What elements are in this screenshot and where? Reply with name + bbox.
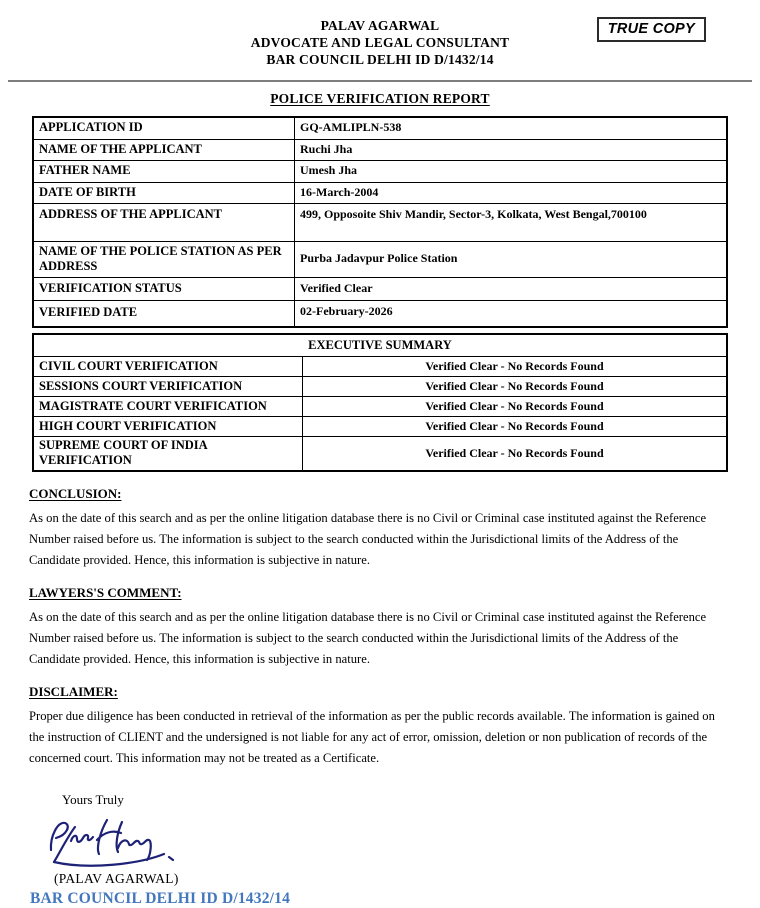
row-value: 16-March-2004	[295, 182, 728, 203]
table-row	[33, 357, 727, 377]
table-row	[33, 139, 727, 160]
table-row	[33, 117, 727, 139]
bar-council-id-line: BAR COUNCIL DELHI ID D/1432/14	[30, 890, 291, 907]
row-value: 02-February-2026	[295, 300, 728, 327]
row-value: GQ-AMLIPLN-538	[295, 117, 728, 139]
row-value: Purba Jadavpur Police Station	[295, 241, 728, 277]
disclaimer-body: Proper due diligence has been conducted in retrieval of the information as per the public records available. The information is gained on the instruction of CLIENT and the undersigned is not liable for any act of error, omission, deletion or non publication of records of the concerned court. This information may not be treated as a Certificate.	[29, 709, 715, 765]
header-divider	[8, 80, 752, 82]
true-copy-label: TRUE COPY	[607, 21, 695, 37]
lawyers-comment-body: As on the date of this search and as per the online litigation database there is no Civil or Criminal case instituted against the Reference Number raised before us. The information is subject to the search conducted within the Jurisdictional limits of the Address of the Candidate provided. Hence, this information is subjective in nature.	[29, 610, 707, 666]
row-label: NAME OF THE APPLICANT	[33, 139, 295, 160]
letterhead-bar-council-id: BAR COUNCIL DELHI ID D/1432/14	[266, 52, 494, 67]
executive-summary-table	[32, 333, 728, 472]
disclaimer-heading: DISCLAIMER:	[29, 684, 118, 699]
row-label: ADDRESS OF THE APPLICANT	[33, 203, 295, 241]
table-row	[33, 417, 727, 437]
row-label: VERIFICATION STATUS	[33, 277, 295, 300]
row-value: Umesh Jha	[295, 160, 728, 182]
table-row	[33, 277, 727, 300]
row-label: APPLICATION ID	[33, 117, 295, 139]
table-row	[33, 203, 727, 241]
text-sections	[29, 485, 731, 769]
letterhead-name: PALAV AGARWAL	[320, 18, 440, 33]
table-row	[33, 160, 727, 182]
table-row	[33, 397, 727, 417]
lawyers-comment-section	[29, 584, 731, 670]
disclaimer-section	[29, 683, 731, 769]
row-value: Verified Clear - No Records Found	[303, 377, 728, 397]
row-value: Verified Clear - No Records Found	[303, 397, 728, 417]
row-value: Verified Clear - No Records Found	[303, 357, 728, 377]
row-label: HIGH COURT VERIFICATION	[33, 417, 303, 437]
closing-salutation: Yours Truly	[62, 792, 124, 807]
conclusion-heading: CONCLUSION:	[29, 486, 122, 501]
row-value: Verified Clear - No Records Found	[303, 437, 728, 472]
table-row	[33, 437, 727, 472]
row-label: DATE OF BIRTH	[33, 182, 295, 203]
conclusion-body: As on the date of this search and as per the online litigation database there is no Civil or Criminal case instituted against the Reference Number raised before us. The information is subject to the search conducted within the Jurisdictional limits of the Address of the Candidate provided. Hence, this information is subjective in nature.	[29, 511, 707, 567]
row-label: MAGISTRATE COURT VERIFICATION	[33, 397, 303, 417]
row-value: Ruchi Jha	[295, 139, 728, 160]
row-label: FATHER NAME	[33, 160, 295, 182]
conclusion-section	[29, 485, 731, 571]
signatory-name: (PALAV AGARWAL)	[54, 871, 179, 886]
row-label: CIVIL COURT VERIFICATION	[33, 357, 303, 377]
table-row	[33, 182, 727, 203]
row-value: 499, Opposoite Shiv Mandir, Sector-3, Kolkata, West Bengal,700100	[295, 203, 728, 241]
document-title: POLICE VERIFICATION REPORT	[270, 91, 490, 106]
table-row	[33, 334, 727, 357]
true-copy-stamp	[597, 17, 706, 42]
letterhead-designation: ADVOCATE AND LEGAL CONSULTANT	[250, 35, 510, 50]
lawyers-comment-heading: LAWYERS'S COMMENT:	[29, 585, 182, 600]
row-label: SESSIONS COURT VERIFICATION	[33, 377, 303, 397]
row-value: Verified Clear	[295, 277, 728, 300]
executive-summary-title: EXECUTIVE SUMMARY	[33, 334, 727, 357]
row-label: VERIFIED DATE	[33, 300, 295, 327]
row-label: SUPREME COURT OF INDIA VERIFICATION	[33, 437, 303, 472]
applicant-details-table	[32, 116, 728, 328]
table-row	[33, 241, 727, 277]
signature-image	[44, 812, 178, 870]
row-value: Verified Clear - No Records Found	[303, 417, 728, 437]
table-row	[33, 300, 727, 327]
table-row	[33, 377, 727, 397]
row-label: NAME OF THE POLICE STATION AS PER ADDRESS	[33, 241, 295, 277]
